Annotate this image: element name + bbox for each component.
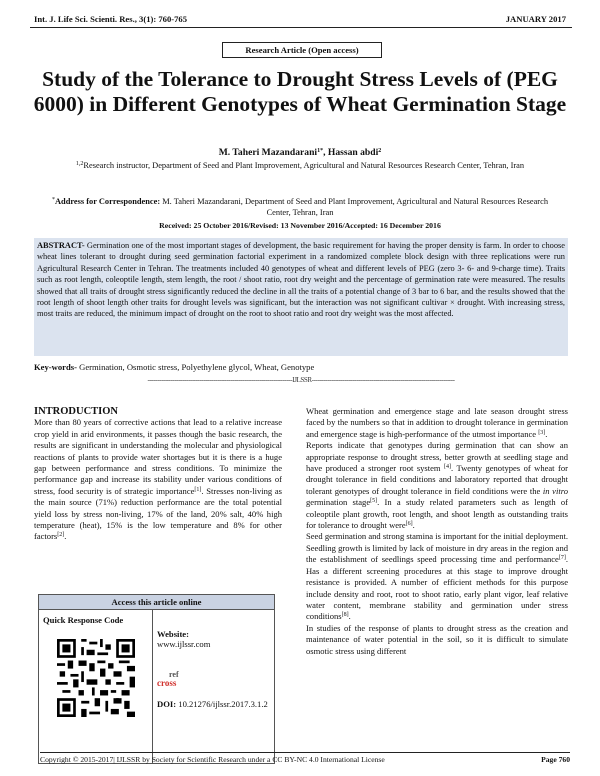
qr-code-icon[interactable]: [57, 639, 135, 717]
left-column: [34, 406, 282, 543]
website-link[interactable]: www.ijlssr.com: [157, 639, 211, 649]
right-column: [306, 406, 568, 657]
abstract-label: ABSTRACT-: [37, 241, 85, 250]
intro-heading: INTRODUCTION: [34, 406, 119, 417]
copyright-line: Copyright © 2015-2017| IJLSSR by Society for Scientific Research under a CC BY-NC 4.0 International License: [40, 755, 385, 764]
website-block: [157, 629, 210, 649]
keywords: Key-words- Germination, Osmotic stress, Polyethylene glycol, Wheat, Genotype: [34, 362, 315, 372]
access-article-box: [38, 594, 275, 764]
access-box-header: Access this article online: [39, 595, 274, 610]
right-paragraph-1: Wheat germination and emergence stage and late season drought stress faced by the numbers so that in addition to drought tolerance in germination and emergence stage is high-performance of the utmost importance [3].: [306, 406, 568, 439]
author-1: M. Taheri Mazandarani: [218, 147, 318, 158]
correspondence: *Address for Correspondence: M. Taheri Mazandarani, Department of Seed and Plant Improvement, Agricultural and Natural Resources Research Center, Tehran, Iran: [51, 197, 549, 217]
author-2: Hassan abdi: [327, 147, 379, 158]
page-number: Page 760: [541, 755, 570, 764]
right-paragraph-4: In studies of the response of plants to drought stress as the creation and maintenance of water potential in the soil, so it is difficult to simulate osmotic stress using different: [306, 622, 568, 656]
header-rule: [30, 27, 572, 28]
doi-line: DOI: 10.21276/ijlssr.2017.3.1.2: [157, 699, 268, 709]
box-divider: [152, 610, 153, 763]
qr-label: Quick Response Code: [43, 615, 124, 625]
affiliation: $^{1,2}$Research instructor, Department of Seed and Plant Improvement, Agricultural and Natural Resources Research Center, Tehran, Iran: [75, 161, 525, 170]
crossref-logo: ref cross: [157, 670, 179, 688]
intro-paragraph: More than 80 years of corrective actions that lead to a relative increase crop yield in arid environments, it passes though the basic research, the results are significant in understanding the molecular and physiological reactions of plants to provide water shortages but it is there is a huge gap between performance and stress conditions. To minimize the performance gap and increase its stability under various conditions of stress, food security is of strategic importance[1]. Stresses non-living as the main source (71%) reduction performance are the total potential yield loss by stress non-living, 17% of the land, 20% salt, 40% high temperature (heat), 15% is the low temperature and 8% for other factors[2].: [34, 417, 282, 542]
doi-link[interactable]: 10.21276/ijlssr.2017.3.1.2: [178, 699, 268, 709]
received-dates: Received: 25 October 2016/Revised: 13 November 2016/Accepted: 16 December 2016: [159, 221, 441, 230]
author-line: M. Taheri Mazandarani$^{1*}$, Hassan abdi$^2$: [218, 147, 382, 158]
website-label: Website:: [157, 629, 189, 639]
footer-rule: [40, 752, 570, 753]
right-paragraph-2: Reports indicate that genotypes during germination that can show an appropriate response to drought stress, better growth at seedling stage and have produced a stronger root system [4]. Twenty genotypes of wheat for drought tolerance in field conditions and laboratory reported that drought tolerant genotypes of drought tolerance in field conditions were the in vitro germination stage[5]. In a study related parameters such as length of coleoptile plant growth, root length, and shoot length as outstanding traits for tolerance to drought were[6].: [306, 440, 569, 531]
section-separator: ---------------------------------------------------------------------------IJLSSR--------------------------------------------------------------------------: [147, 376, 455, 384]
issue-date: JANUARY 2017: [505, 14, 566, 24]
journal-citation: Int. J. Life Sci. Scienti. Res., 3(1): 760-765: [34, 14, 188, 24]
abstract-text: Germination one of the most important stages of development, the basic requirement for having the proper density is farm. In order to choose wheat lines tolerant to drought during seed germination factorial experiment in a randomized complete block design with three replications were run Agricultural Research Center in Tehran. The treatments included 40 genotypes of wheat and different levels of PEG (zero 3- 6- and 9-charge time). Traits such as root length, coleoptile length, stem length, the root / shoot ratio, root dry weight and the percentage of germination rate were measured. The results showed that all traits of drought stress significantly reduced the decline in all the traits of a potential change of 3 bar to 6 bar, and the results showed that the root length of shoot length other traits for drought levels was significant, but the interaction was not significant cultivar × drought. With increasing stress, most traits are reduced, the minimum impact of drought on the root to shoot ratio and root dry weight was the most affected.: [37, 241, 565, 319]
abstract-box: [34, 238, 568, 356]
article-type-badge: Research Article (Open access): [222, 42, 382, 58]
footer: [40, 755, 570, 764]
paper-title: Study of the Tolerance to Drought Stress Levels of (PEG 6000) in Different Genotypes of Wheat Germination Stage: [33, 67, 567, 116]
right-paragraph-3: Seed germination and strong stamina is important for the initial deployment. Seedling growth is limited by lack of moisture in dry areas in the region and the establishment of seedlings speed processing time and performance[7]. Has a different screening procedures at this stage to improve drought resistance is provided. A number of efficient methods for this purpose include density and root, root to shoot ratio, early plant vigor, leaf relative water content, membrane stability and germination under stress conditions[8].: [306, 531, 568, 622]
